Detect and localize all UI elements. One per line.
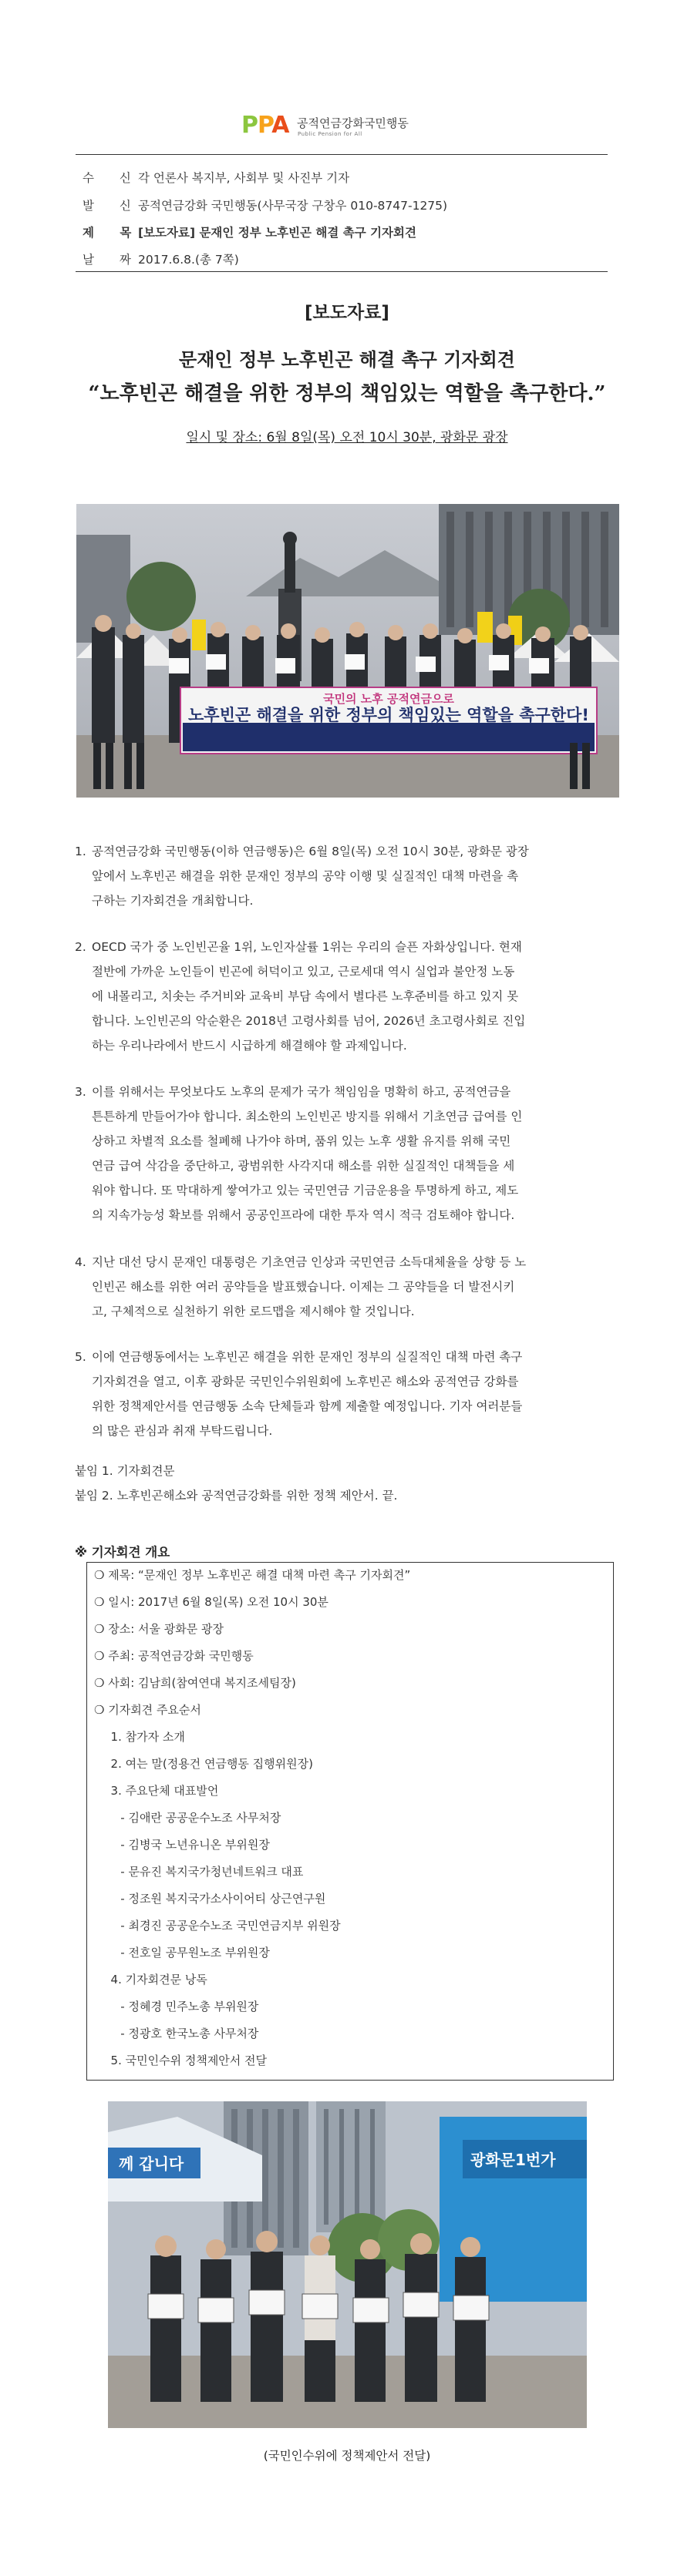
paragraph-5: 5. 이에 연금행동에서는 노후빈곤 해결을 위한 문재인 정부의 실질적인 대책 마련 촉구 기자회견을 열고, 이후 광화문 국민인수위원회에 노후빈곤 해소와 공적연금 강화를 위한 정책제안서를 연금행동 소속 단체들과 함께 제출할 예정입니다. 기자 여러분들 의 많은 관심과 취재 부탁드립니다.	[75, 1350, 523, 1438]
attachment-2: 붙임 2. 노후빈곤해소와 공적연금강화를 위한 정책 제안서. 끝.	[75, 1489, 398, 1503]
press-release-tag: [보도자료]	[305, 303, 389, 323]
proposal-delivery-photo-image	[108, 2101, 587, 2428]
meta-date: 날 짜2017.6.8.(총 7쪽)	[83, 253, 239, 267]
overview-line: ❍ 사회: 김남희(참여연대 복지조세팀장)	[94, 1676, 296, 1690]
banner-small-text: 국민의 노후 공적연금으로	[323, 692, 454, 706]
overview-line: 1. 참가자 소개	[103, 1730, 185, 1744]
org-logo	[241, 112, 473, 143]
banner-big-text: 노후빈곤 해결을 위한 정부의 책임있는 역할을 촉구한다!	[188, 706, 589, 724]
org-sub: Public Pension for All	[298, 131, 362, 137]
overview-line: ❍ 주최: 공적연금강화 국민행동	[94, 1649, 254, 1663]
paragraph-4: 4. 지난 대선 당시 문재인 대통령은 기초연금 인상과 국민연금 소득대체율을 상향 등 노 인빈곤 해소를 위한 여러 공약들을 발표했습니다. 이제는 그 공약들을 더 발전시키 고, 구체적으로 실천하기 위한 로드맵을 제시해야 할 것입니다.	[75, 1255, 527, 1318]
meta-to: 수 신각 언론사 복지부, 사회부 및 사진부 기자	[83, 171, 350, 185]
when-where: 일시 및 장소: 6월 8일(목) 오전 10시 30분, 광화문 광장	[186, 430, 508, 445]
sign-right-text: 광화문1번가	[470, 2151, 556, 2169]
logo-mark: PPA	[241, 112, 289, 139]
overview-line: - 최경진 공공운수노조 국민연금지부 위원장	[109, 1919, 341, 1933]
proposal-delivery-photo	[108, 2101, 587, 2428]
overview-line: ❍ 기자회견 주요순서	[94, 1703, 201, 1717]
overview-line: - 정혜경 민주노총 부위원장	[109, 2000, 259, 2013]
overview-line: 3. 주요단체 대표발언	[103, 1784, 219, 1798]
overview-line: 2. 여는 말(정용건 연금행동 집행위원장)	[103, 1757, 313, 1771]
overview-line: - 전호일 공무원노조 부위원장	[109, 1946, 270, 1960]
paragraph-3: 3. 이를 위해서는 무엇보다도 노후의 문제가 국가 책임임을 명확히 하고, 공적연금을 튼튼하게 만들어가야 합니다. 최소한의 노인빈곤 방지를 위해서 기초연금 급여를 인 상하고 차별적 요소를 철폐해 나가야 하며, 품위 있는 노후 생활 유지를 위해 국민 연금 급여 삭감을 중단하고, 광범위한 사각지대 해소를 위한 실질적인 대책들을 세 워야 합니다. 또 막대하게 쌓여가고 있는 국민연금 기금운용을 투명하게 하고, 제도 의 지속가능성 확보를 위해서 공공인프라에 대한 투자 역시 적극 검토해야 합니다.	[75, 1085, 523, 1222]
overview-line: - 문유진 복지국가청년네트워크 대표	[109, 1865, 304, 1879]
sign-left-text: 께 갑니다	[119, 2155, 184, 2173]
org-name: 공적연금강화국민행동	[297, 116, 409, 130]
overview-line: ❍ 일시: 2017년 6월 8일(목) 오전 10시 30분	[94, 1595, 328, 1609]
paragraph-2: 2. OECD 국가 중 노인빈곤율 1위, 노인자살률 1위는 우리의 슬픈 자화상입니다. 현재 절반에 가까운 노인들이 빈곤에 허덕이고 있고, 근로세대 역시 실업과 불안정 노동 에 내몰리고, 치솟는 주거비와 교육비 부담 속에서 별다른 노후준비를 하고 있지 못 합니다. 노인빈곤의 악순환은 2018년 고령사회를 넘어, 2026년 초고령사회로 진입 하는 우리나라에서 반드시 시급하게 해결해야 할 과제입니다.	[75, 940, 526, 1053]
overview-line: - 김애란 공공운수노조 사무처장	[109, 1811, 281, 1825]
headline-quote: “노후빈곤 해결을 위한 정부의 책임있는 역할을 촉구한다.”	[88, 382, 606, 405]
overview-heading: ※ 기자회견 개요	[75, 1545, 170, 1560]
meta-from: 발 신공적연금강화 국민행동(사무국장 구창우 010-8747-1275)	[83, 199, 448, 213]
meta-subject: 제 목[보도자료] 문재인 정부 노후빈곤 해결 촉구 기자회견	[83, 226, 416, 240]
overview-line: 5. 국민인수위 정책제안서 전달	[103, 2054, 268, 2067]
overview-line: - 김병국 노년유니온 부위원장	[109, 1838, 270, 1852]
attachment-1: 붙임 1. 기자회견문	[75, 1464, 175, 1478]
photo-caption: (국민인수위에 정책제안서 전달)	[263, 2449, 431, 2463]
overview-line: - 정광호 한국노총 사무처장	[109, 2027, 259, 2040]
overview-line: 4. 기자회견문 낭독	[103, 1973, 207, 1987]
press-conference-photo	[76, 504, 619, 798]
page-title: 문재인 정부 노후빈곤 해결 촉구 기자회견	[179, 349, 515, 371]
overview-line: ❍ 제목: “문재인 정부 노후빈곤 해결 대책 마련 촉구 기자회견”	[94, 1568, 411, 1582]
press-conference-photo-image	[76, 504, 619, 798]
overview-line: ❍ 장소: 서울 광화문 광장	[94, 1622, 224, 1636]
meta-rule	[76, 271, 608, 272]
paragraph-1: 1. 공적연금강화 국민행동(이하 연금행동)은 6월 8일(목) 오전 10시 30분, 광화문 광장 앞에서 노후빈곤 해결을 위한 문재인 정부의 공약 이행 및 실질적인 대책 마련을 촉 구하는 기자회견을 개최합니다.	[75, 845, 529, 908]
overview-line: - 정조원 복지국가소사이어티 상근연구원	[109, 1892, 326, 1906]
header-rule	[76, 154, 608, 155]
